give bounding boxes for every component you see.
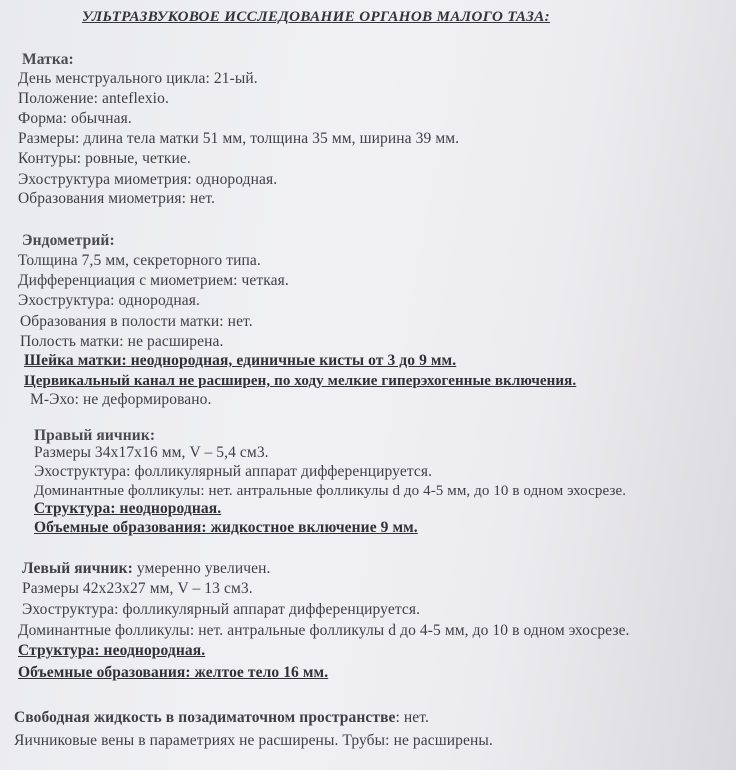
uterus-shape: Форма: обычная. (18, 110, 132, 127)
endometrium-thickness: Толщина 7,5 мм, секреторного типа. (18, 252, 261, 269)
left-ovary-heading: Левый яичник: (22, 560, 133, 577)
right-ovary-heading: Правый яичник: (34, 427, 156, 444)
m-echo: М-Эхо: не деформировано. (30, 391, 212, 408)
left-ovary-echo: Эхоструктура: фолликулярный аппарат дифференцируется. (22, 601, 421, 618)
left-ovary-structure: Структура: неоднородная. (18, 642, 206, 659)
right-ovary-size: Размеры 34х17х16 мм, V – 5,4 см3. (34, 444, 269, 461)
myometrium-formations: Образования миометрия: нет. (18, 190, 216, 207)
myometrium-echo: Эхоструктура миометрия: однородная. (18, 171, 278, 188)
right-ovary-structure: Структура: неоднородная. (34, 500, 222, 517)
endometrium-echo: Эхоструктура: однородная. (18, 292, 200, 309)
left-ovary-heading-line (22, 560, 271, 578)
left-ovary-heading-note: умеренно увеличен. (132, 560, 271, 577)
free-fluid-value: : нет. (395, 709, 429, 726)
right-ovary-follicles: Доминантные фолликулы: нет. антральные фолликулы d до 4-5 мм, до 10 в одном эхосрезе. (34, 483, 627, 499)
report-title: УЛЬТРАЗВУКОВОЕ ИССЛЕДОВАНИЕ ОРГАНОВ МАЛОГО ТАЗА: (82, 9, 551, 25)
cervical-canal: Цервикальный канал не расширен, по ходу мелкие гиперэхогенные включения. (24, 373, 577, 389)
right-ovary-masses: Объемные образования: жидкостное включение 9 мм. (34, 519, 418, 536)
uterus-size: Размеры: длина тела матки 51 мм, толщина 35 мм, ширина 39 мм. (18, 130, 460, 147)
left-ovary-size: Размеры 42х23х27 мм, V – 13 см3. (22, 580, 253, 597)
uterine-cavity: Полость матки: не расширена. (20, 333, 224, 350)
free-fluid-label: Свободная жидкость в позадиматочном пространстве (14, 709, 396, 726)
left-ovary-masses: Объемные образования: желтое тело 16 мм. (18, 664, 329, 681)
left-ovary-follicles: Доминантные фолликулы: нет. антральные фолликулы d до 4-5 мм, до 10 в одном эхосрезе. (18, 622, 630, 639)
ovarian-veins: Яичниковые вены в параметриях не расширены. Трубы: не расширены. (14, 732, 493, 749)
cervix: Шейка матки: неоднородная, единичные кисты от 3 до 9 мм. (24, 352, 457, 369)
endometrium-differentiation: Дифференциация с миометрием: четкая. (18, 272, 289, 289)
uterus-position: Положение: anteflexio. (18, 90, 169, 107)
right-ovary-echo: Эхоструктура: фолликулярный аппарат дифференцируется. (34, 463, 433, 480)
uterus-heading: Матка: (22, 51, 74, 68)
cavity-formations: Образования в полости матки: нет. (20, 313, 253, 330)
cycle-day: День менструального цикла: 21-ый. (18, 70, 258, 87)
uterus-contours: Контуры: ровные, четкие. (18, 150, 191, 167)
free-fluid-line (14, 709, 429, 727)
endometrium-heading: Эндометрий: (22, 232, 115, 249)
